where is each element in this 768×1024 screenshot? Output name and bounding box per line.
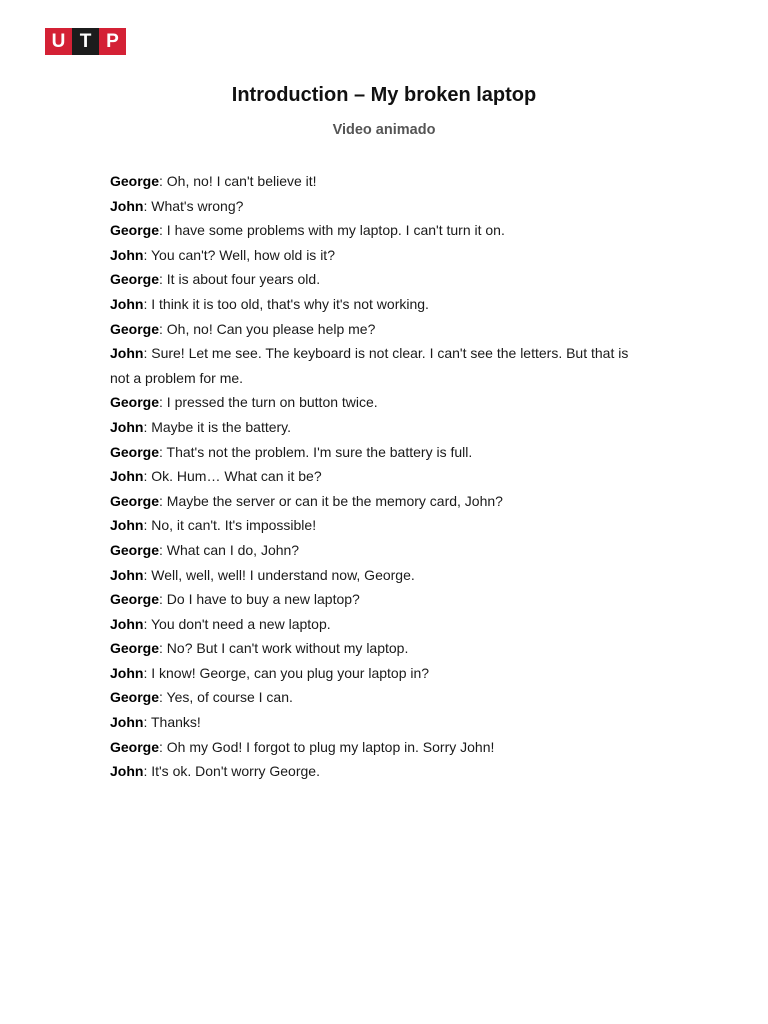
line-text: : I know! George, can you plug your laptop in? [143, 664, 430, 681]
dialogue-line [110, 169, 640, 194]
speaker-name: George [110, 222, 160, 239]
speaker-name: John [110, 418, 144, 435]
line-text: : Thanks! [143, 714, 201, 731]
dialogue-line [110, 341, 640, 390]
speaker-name: George [110, 640, 160, 657]
line-text: : You can't? Well, how old is it? [143, 246, 335, 263]
speaker-name: George [110, 173, 160, 189]
speaker-name: John [110, 295, 144, 312]
utp-logo [45, 28, 126, 55]
dialogue-line [110, 218, 640, 243]
line-text: : Oh, no! I can't believe it! [159, 173, 317, 189]
speaker-name: George [110, 394, 160, 411]
dialogue-line [110, 513, 640, 538]
line-text: : Maybe it is the battery. [143, 418, 292, 435]
dialogue-line [110, 415, 640, 440]
logo-letter-u: U [45, 28, 72, 55]
line-text: : That's not the problem. I'm sure the battery is full. [159, 443, 473, 460]
line-text: : What can I do, John? [159, 541, 300, 558]
line-text: : I pressed the turn on button twice. [159, 394, 378, 411]
speaker-name: John [110, 615, 144, 632]
line-text: : Sure! Let me see. The keyboard is not clear. I can't see the letters. But that is not a problem for me. [110, 345, 629, 386]
speaker-name: George [110, 541, 160, 558]
line-text: : I have some problems with my laptop. I can't turn it on. [159, 222, 505, 239]
dialogue-line [110, 292, 640, 317]
dialogue-line [110, 661, 640, 686]
speaker-name: John [110, 517, 144, 534]
line-text: : No? But I can't work without my laptop. [159, 640, 409, 657]
speaker-name: John [110, 197, 144, 214]
dialogue-line [110, 735, 640, 760]
speaker-name: John [110, 714, 144, 731]
dialogue-line [110, 538, 640, 563]
speaker-name: George [110, 271, 160, 288]
line-text: : What's wrong? [143, 197, 244, 214]
dialogue-line [110, 710, 640, 735]
line-text: : Oh my God! I forgot to plug my laptop in. Sorry John! [159, 738, 495, 755]
dialogue-line [110, 612, 640, 637]
speaker-name: John [110, 345, 144, 362]
dialogue-line [110, 685, 640, 710]
line-text: : You don't need a new laptop. [143, 615, 331, 632]
dialogue-line [110, 390, 640, 415]
line-text: : No, it can't. It's impossible! [143, 517, 317, 534]
dialogue-list [110, 169, 640, 784]
logo-letter-t: T [72, 28, 99, 55]
speaker-name: John [110, 566, 144, 583]
dialogue-line [110, 317, 640, 342]
dialogue-line [110, 243, 640, 268]
dialogue-line [110, 489, 640, 514]
line-text: : Do I have to buy a new laptop? [159, 591, 360, 608]
logo-letter-p: P [99, 28, 126, 55]
speaker-name: George [110, 320, 160, 337]
dialogue-line [110, 759, 640, 784]
dialogue-line [110, 440, 640, 465]
line-text: : I think it is too old, that's why it's not working. [143, 295, 429, 312]
line-text: : It is about four years old. [159, 271, 321, 288]
speaker-name: George [110, 492, 160, 509]
dialogue-line [110, 587, 640, 612]
speaker-name: George [110, 738, 160, 755]
dialogue-line [110, 563, 640, 588]
speaker-name: John [110, 664, 144, 681]
dialogue-line [110, 194, 640, 219]
speaker-name: George [110, 591, 160, 608]
document-title: Introduction – My broken laptop [231, 84, 537, 106]
speaker-name: George [110, 689, 160, 706]
dialogue-line [110, 636, 640, 661]
line-text: : Maybe the server or can it be the memory card, John? [159, 492, 503, 509]
speaker-name: John [110, 246, 144, 263]
line-text: : Well, well, well! I understand now, George. [143, 566, 415, 583]
speaker-name: John [110, 763, 144, 780]
document-subtitle: Video animado [332, 122, 436, 138]
speaker-name: John [110, 468, 144, 485]
line-text: : Oh, no! Can you please help me? [159, 320, 376, 337]
line-text: : Yes, of course I can. [159, 689, 293, 706]
speaker-name: George [110, 443, 160, 460]
line-text: : It's ok. Don't worry George. [143, 763, 320, 780]
line-text: : Ok. Hum… What can it be? [143, 468, 322, 485]
dialogue-line [110, 464, 640, 489]
dialogue-line [110, 267, 640, 292]
